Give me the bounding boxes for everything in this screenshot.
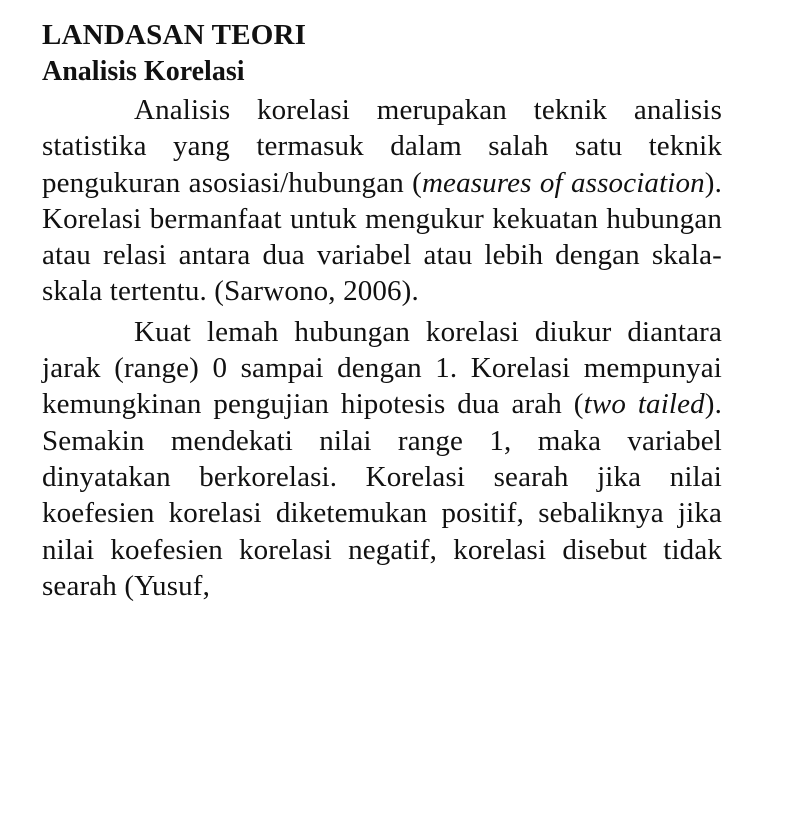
paragraph-2-text-a: Kuat lemah hubungan korelasi diukur diantara jarak (range) 0 sampai dengan 1. Korelasi mempunyai kemungkinan pengujian hipotesis dua arah ( <box>42 315 722 421</box>
paragraph-1-italic-term: measures of association <box>421 166 705 199</box>
paragraph-1-text-a: Analisis korelasi merupakan teknik analisis statistika yang termasuk dalam salah satu teknik pengukuran asosiasi/hubungan ( <box>42 94 722 199</box>
chapter-title: LANDASAN TEORI <box>42 19 307 51</box>
paragraph-2-text-b: ). Semakin mendekati nilai range 1, maka variabel dinyatakan berkorelasi. Korelasi searah jika nilai koefesien korelasi diketemukan positif, sebaliknya jika nilai koefesien korelasi negatif, korelasi disebut tidak searah (Yusuf, <box>42 388 722 602</box>
document-page <box>42 16 722 604</box>
paragraph-2 <box>42 314 722 604</box>
paragraph-1-text-b: ). Korelasi bermanfaat untuk mengukur kekuatan hubungan atau relasi antara dua variabel atau lebih dengan skala-skala tertentu. (Sarwono, 2006). <box>42 166 723 308</box>
paragraph-2-italic-term: two tailed <box>583 388 705 421</box>
section-title: Analisis Korelasi <box>42 56 245 87</box>
paragraph-1 <box>42 92 722 310</box>
